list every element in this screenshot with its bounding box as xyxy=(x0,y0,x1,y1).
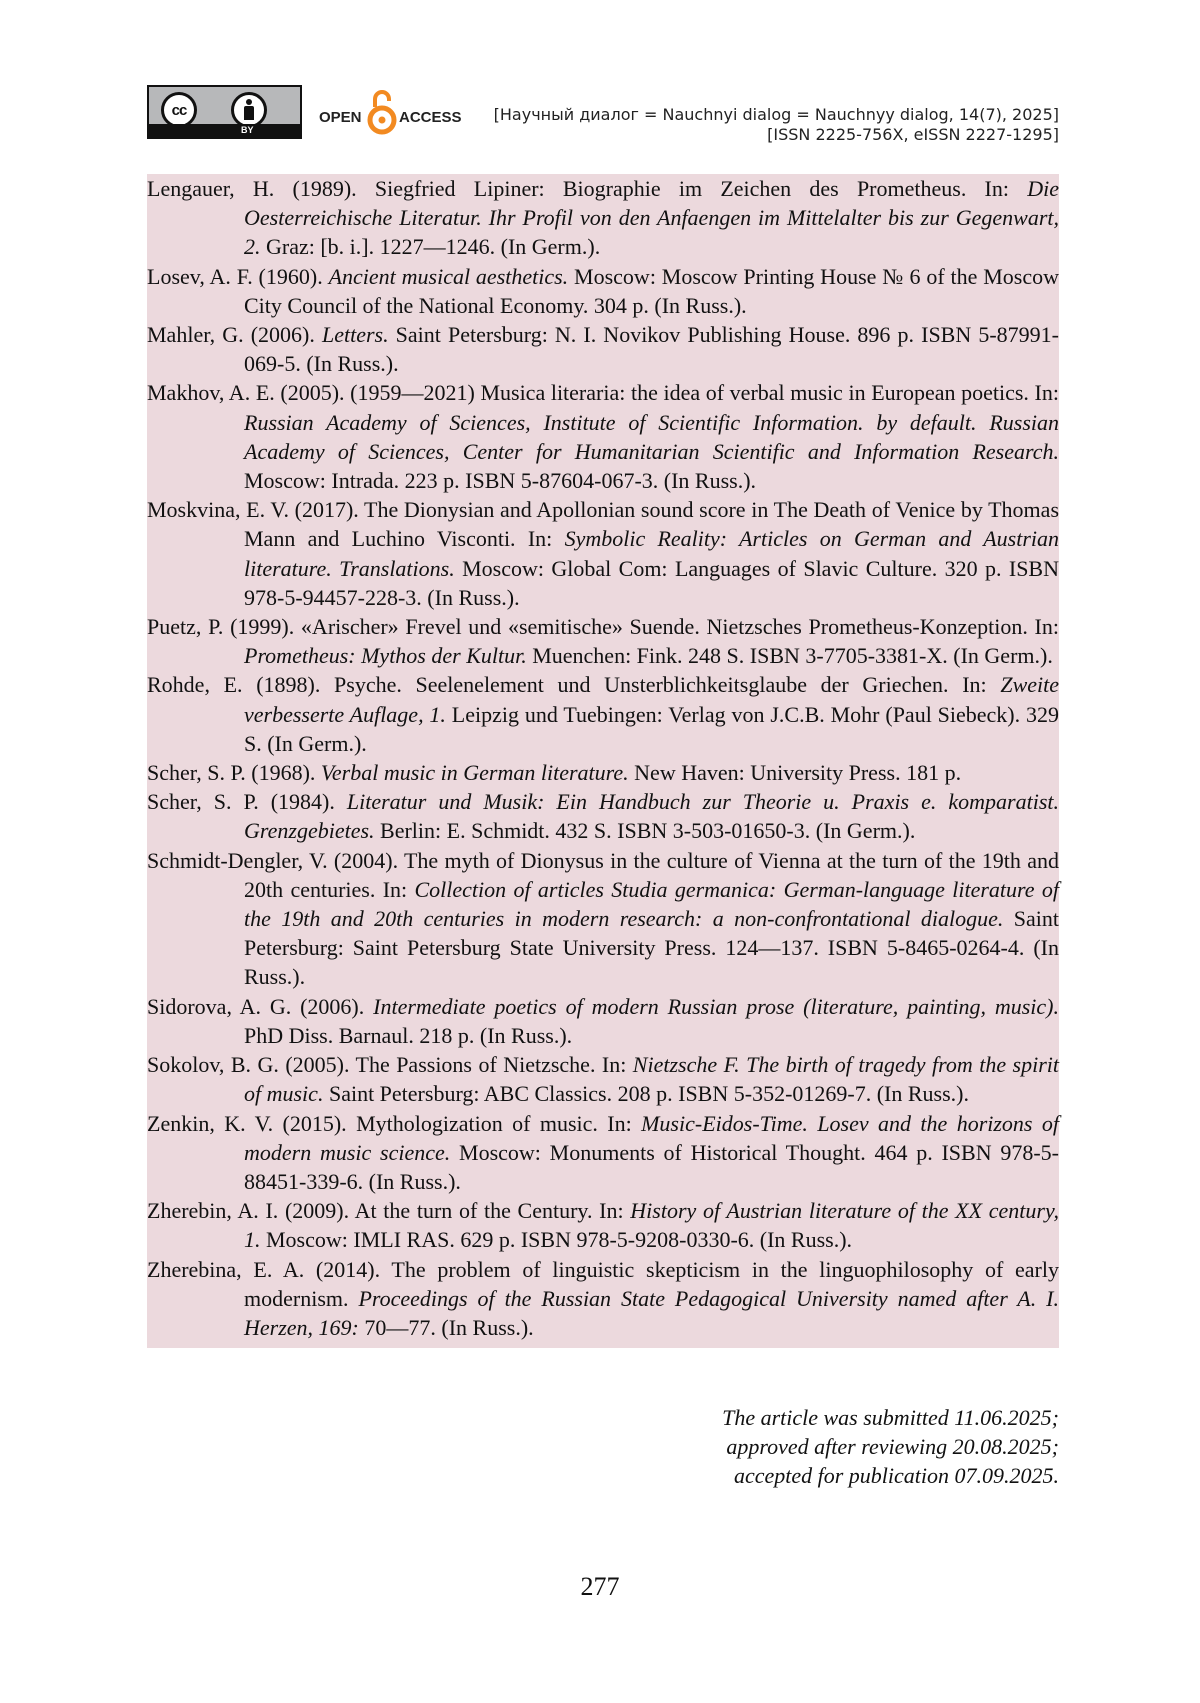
reference-source-title: Letters. xyxy=(321,322,389,348)
reference-entry xyxy=(147,787,1059,845)
reference-text: Zherebina, E. A. (2014). The problem of linguistic skepticism in the linguophilosophy of early modernism. xyxy=(147,1256,1059,1311)
reference-text: Sidorova, A. G. (2006). xyxy=(147,993,374,1019)
by-strip xyxy=(149,124,300,137)
reference-publication-details: Moscow: Moscow Printing House № 6 of the Moscow City Council of the National Economy. 304 p. (In Russ.). xyxy=(244,263,1060,318)
reference-text: Scher, S. P. (1968). xyxy=(147,760,321,786)
reference-text: Sokolov, B. G. (2005). The Passions of Nietzsche. In: xyxy=(147,1052,633,1078)
reference-entry xyxy=(147,1109,1059,1197)
reference-text: Losev, A. F. (1960). xyxy=(147,263,329,289)
reference-text: Moskvina, E. V. (2017). The Dionysian and Apollonian sound score in The Death of Venice by Thomas Mann and Luchino Visconti. In: xyxy=(147,497,1059,552)
reference-publication-details: 70—77. (In Russ.). xyxy=(358,1314,534,1340)
reference-publication-details: Moscow: Monuments of Historical Thought. 464 p. ISBN 978-5-88451-339-6. (In Russ.). xyxy=(244,1139,1059,1194)
reference-text: Mahler, G. (2006). xyxy=(147,322,322,348)
reference-source-title: Symbolic Reality: Articles on German and Austrian literature. Translations. xyxy=(244,526,1060,581)
reference-source-title: Proceedings of the Russian State Pedagogical University named after A. I. Herzen, 169: xyxy=(244,1285,1059,1340)
reference-entry xyxy=(147,174,1059,262)
reference-source-title: Collection of articles Studia germanica: German-language literature of the 19th and 20th centuries in modern research: a non-confrontational dialogue. xyxy=(244,876,1059,932)
reference-entry xyxy=(147,612,1059,670)
journal-info xyxy=(494,105,1059,145)
reference-entry xyxy=(147,1255,1059,1343)
reference-entry xyxy=(147,1050,1059,1108)
reference-publication-details: Moscow: IMLI RAS. 629 p. ISBN 978-5-9208-0330-6. (In Russ.). xyxy=(260,1227,853,1253)
open-access-open-text: OPEN xyxy=(319,109,362,126)
reference-entry xyxy=(147,846,1059,992)
cc-label: cc xyxy=(171,101,187,119)
reference-publication-details: New Haven: University Press. 181 p. xyxy=(628,760,962,786)
accepted-date: accepted for publication 07.09.2025. xyxy=(733,1463,1059,1489)
reference-entry xyxy=(147,262,1059,320)
reference-source-title: Music-Eidos-Time. Losev and the horizons of modern music science. xyxy=(244,1110,1059,1165)
reference-source-title: Zweite verbesserte Auflage, 1. xyxy=(244,672,1059,727)
reference-entry xyxy=(147,320,1059,378)
open-access-logo xyxy=(319,87,467,137)
creative-commons-icon xyxy=(161,92,197,128)
reference-text: Makhov, A. E. (2005). (1959—2021) Musica literaria: the idea of verbal music in European poetics. In: xyxy=(147,380,1059,406)
reference-text: Zenkin, K. V. (2015). Mythologization of music. In: xyxy=(147,1110,642,1136)
reference-source-title: Verbal music in German literature. xyxy=(320,760,629,786)
reference-entry xyxy=(147,670,1059,758)
reference-publication-details: Saint Petersburg: ABC Classics. 208 p. ISBN 5-352-01269-7. (In Russ.). xyxy=(323,1081,969,1107)
reference-source-title: Literatur und Musik: Ein Handbuch zur Theorie u. Praxis e. komparatist. Grenzgebietes. xyxy=(244,789,1059,844)
reference-text: Puetz, P. (1999). «Arischer» Frevel und «semitische» Suende. Nietzsches Prometheus-Konzeption. In: xyxy=(147,614,1059,640)
reference-publication-details: Leipzig und Tuebingen: Verlag von J.C.B. Mohr (Paul Siebeck). 329 S. (In Germ.). xyxy=(244,701,1059,756)
reference-text: Schmidt-Dengler, V. (2004). The myth of Dionysus in the culture of Vienna at the turn of the 19th and 20th centuries. In: xyxy=(147,847,1059,902)
reference-source-title: Russian Academy of Sciences, Institute of Scientific Information. by default. Russian Academy of Sciences, Center for Humanitarian Scientific and Information Research. xyxy=(244,409,1059,464)
approved-date: approved after reviewing 20.08.2025; xyxy=(726,1434,1059,1460)
reference-source-title: Ancient musical aesthetics. xyxy=(328,263,569,289)
reference-entry xyxy=(147,378,1059,495)
reference-entry xyxy=(147,992,1059,1050)
journal-citation: [Научный диалог = Nauchnyi dialog = Nauchnyy dialog, 14(7), 2025] xyxy=(493,105,1059,124)
reference-source-title: Intermediate poetics of modern Russian prose (literature, painting, music). xyxy=(373,993,1059,1019)
cc-by-license-badge[interactable] xyxy=(147,85,302,139)
reference-text: Rohde, E. (1898). Psyche. Seelenelement und Unsterblichkeitsglaube der Griechen. In: xyxy=(147,672,1001,698)
reference-publication-details: Muenchen: Fink. 248 S. ISBN 3-7705-3381-X. (In Germ.). xyxy=(526,643,1053,669)
reference-publication-details: PhD Diss. Barnaul. 218 p. (In Russ.). xyxy=(244,1022,573,1048)
submitted-date: The article was submitted 11.06.2025; xyxy=(722,1405,1059,1430)
page-header xyxy=(147,85,1059,145)
reference-text: Lengauer, H. (1989). Siegfried Lipiner: Biographie im Zeichen des Prometheus. In: xyxy=(147,176,1028,201)
reference-text: Scher, S. P. (1984). xyxy=(147,789,347,815)
reference-publication-details: Saint Petersburg: N. I. Novikov Publishing House. 896 p. ISBN 5-87991-069-5. (In Russ.). xyxy=(244,322,1059,377)
reference-publication-details: Moscow: Global Com: Languages of Slavic Culture. 320 p. ISBN 978-5-94457-228-3. (In Russ.). xyxy=(244,555,1059,610)
reference-entry xyxy=(147,1196,1059,1254)
open-access-lock-icon xyxy=(367,87,397,137)
reference-entry xyxy=(147,495,1059,612)
reference-source-title: History of Austrian literature of the XX century, 1. xyxy=(244,1198,1060,1253)
reference-publication-details: Moscow: Intrada. 223 p. ISBN 5-87604-067-3. (In Russ.). xyxy=(244,468,757,494)
open-access-access-text: ACCESS xyxy=(399,109,462,126)
attribution-person-icon xyxy=(231,92,267,128)
references-list xyxy=(147,174,1059,1348)
reference-publication-details: Graz: [b. i.]. 1227—1246. (In Germ.). xyxy=(260,234,601,260)
reference-publication-details: Berlin: E. Schmidt. 432 S. ISBN 3-503-01650-3. (In Germ.). xyxy=(374,818,916,844)
journal-issn: [ISSN 2225-756X, eISSN 2227-1295] xyxy=(767,125,1059,144)
reference-source-title: Prometheus: Mythos der Kultur. xyxy=(244,643,527,669)
reference-publication-details: Saint Petersburg: Saint Petersburg State University Press. 124—137. ISBN 5-8465-0264-4. (In Russ.). xyxy=(244,906,1059,990)
by-label: BY xyxy=(241,125,254,135)
reference-source-title: Die Oesterreichische Literatur. Ihr Profil von den Anfaengen im Mittelalter bis zur Gegenwart, 2. xyxy=(244,176,1059,260)
reference-entry xyxy=(147,758,1059,787)
page-number: 277 xyxy=(580,1572,620,1601)
reference-source-title: Nietzsche F. The birth of tragedy from the spirit of music. xyxy=(244,1052,1060,1107)
reference-text: Zherebin, A. I. (2009). At the turn of the Century. In: xyxy=(147,1198,631,1224)
submission-dates xyxy=(722,1403,1059,1491)
